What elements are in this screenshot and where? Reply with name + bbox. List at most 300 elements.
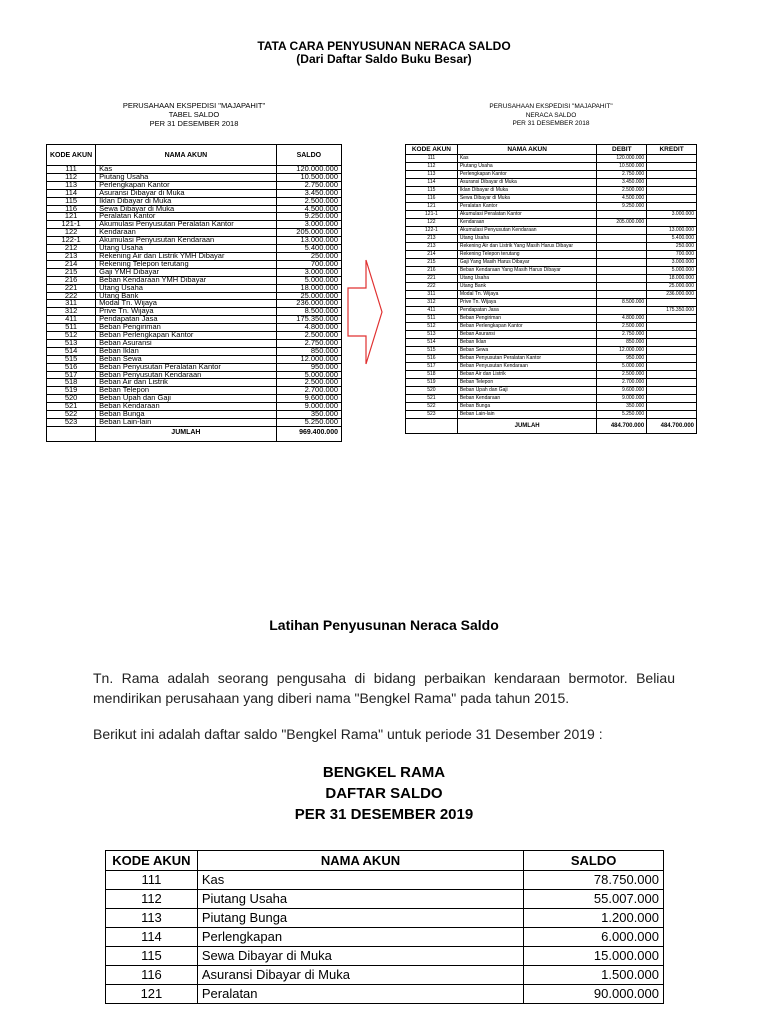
kode-akun-cell: 213: [406, 243, 458, 251]
right-table-head: [406, 145, 697, 155]
kredit-cell: [647, 315, 697, 323]
kode-akun-cell: 111: [47, 166, 96, 174]
saldo-cell: 90.000.000: [524, 985, 664, 1004]
saldo-cell: 5.000.000: [276, 371, 341, 379]
table-row: [406, 227, 697, 235]
left-table-body: [47, 166, 342, 427]
kode-akun-cell: 312: [406, 299, 458, 307]
right-total-row: [406, 419, 697, 434]
debit-cell: 950.000: [597, 355, 647, 363]
kode-akun-cell: 514: [47, 347, 96, 355]
table-row: [406, 307, 697, 315]
right-total-label: JUMLAH: [457, 419, 597, 434]
left-company: PERUSAHAAN EKSPEDISI "MAJAPAHIT": [122, 101, 266, 110]
kode-akun-cell: 115: [106, 947, 198, 966]
table-row: [406, 155, 697, 163]
bengkel-saldo-table: [105, 850, 664, 1004]
kode-akun-cell: 213: [406, 235, 458, 243]
kode-akun-cell: 519: [47, 387, 96, 395]
debit-cell: 120.000.000: [597, 155, 647, 163]
table-row: [406, 403, 697, 411]
saldo-cell: 350.000: [276, 411, 341, 419]
table-row: [47, 332, 342, 340]
left-saldo-table: [46, 144, 342, 442]
debit-cell: [597, 211, 647, 219]
saldo-cell: 700.000: [276, 260, 341, 268]
nama-akun-cell: Beban Bunga: [96, 411, 277, 419]
table-row: [47, 197, 342, 205]
kode-akun-cell: 212: [47, 245, 96, 253]
table-row: [47, 205, 342, 213]
table-row: [47, 316, 342, 324]
kredit-cell: [647, 355, 697, 363]
nama-akun-cell: Perlengkapan Kantor: [96, 181, 277, 189]
kredit-cell: [647, 219, 697, 227]
debit-cell: 5.000.000: [597, 363, 647, 371]
bengkel-period: PER 31 DESEMBER 2019: [294, 806, 474, 823]
table-row: [47, 276, 342, 284]
debit-cell: 9.600.000: [597, 387, 647, 395]
table-row: [47, 300, 342, 308]
kredit-cell: [647, 403, 697, 411]
kredit-cell: 13.000.000: [647, 227, 697, 235]
debit-cell: 2.700.000: [597, 379, 647, 387]
table-row: [406, 387, 697, 395]
nama-akun-cell: Rekening Telepon terutang: [96, 260, 277, 268]
kode-akun-cell: 312: [47, 308, 96, 316]
nama-akun-cell: Beban Sewa: [96, 355, 277, 363]
table-row: [106, 966, 664, 985]
table-row: [406, 363, 697, 371]
nama-akun-cell: Rekening Air dan Listrik YMH Dibayar: [96, 252, 277, 260]
kredit-cell: [647, 203, 697, 211]
nama-akun-cell: Pendapatan Jasa: [96, 316, 277, 324]
kredit-cell: [647, 371, 697, 379]
kode-akun-cell: 519: [406, 379, 458, 387]
kode-akun-cell: 121: [406, 203, 458, 211]
kode-akun-cell: 523: [47, 419, 96, 427]
latihan-paragraph-1: Tn. Rama adalah seorang pengusaha di bidang perbaikan kendaraan bermotor. Beliau mendirikan perusahaan yang diberi nama "Bengkel Rama" pada tahun 2015.: [93, 670, 675, 706]
kredit-cell: 25.000.000: [647, 283, 697, 291]
bengkel-table-head: [106, 851, 664, 871]
nama-akun-cell: Beban Telepon: [96, 387, 277, 395]
col-kode-akun: KODE AKUN: [106, 851, 198, 871]
nama-akun-cell: Piutang Bunga: [197, 909, 523, 928]
kredit-cell: [647, 339, 697, 347]
table-row: [406, 315, 697, 323]
table-row: [47, 237, 342, 245]
nama-akun-cell: Beban Penyusutan Peralatan Kantor: [457, 355, 597, 363]
kredit-cell: 18.000.000: [647, 275, 697, 283]
kode-akun-cell: 216: [47, 276, 96, 284]
main-subtitle: (Dari Daftar Saldo Buku Besar): [296, 52, 472, 66]
kredit-cell: 236.000.000: [647, 291, 697, 299]
kredit-cell: 5.400.000: [647, 235, 697, 243]
nama-akun-cell: Utang Bank: [96, 292, 277, 300]
kode-akun-cell: 122-1: [406, 227, 458, 235]
table-row: [47, 339, 342, 347]
debit-cell: [597, 283, 647, 291]
kredit-cell: 175.350.000: [647, 307, 697, 315]
table-row: [406, 355, 697, 363]
table-row: [106, 985, 664, 1004]
nama-akun-cell: Prive Tn. Wijaya: [96, 308, 277, 316]
bengkel-table-body: [106, 871, 664, 1004]
debit-cell: 12.000.000: [597, 347, 647, 355]
nama-akun-cell: Asuransi Dibayar di Muka: [457, 179, 597, 187]
nama-akun-cell: Piutang Usaha: [197, 890, 523, 909]
col-kredit: KREDIT: [647, 145, 697, 155]
left-total-row: [47, 426, 342, 441]
table-row: [47, 284, 342, 292]
table-row: [406, 379, 697, 387]
left-period: PER 31 DESEMBER 2018: [149, 119, 239, 128]
nama-akun-cell: Kas: [457, 155, 597, 163]
saldo-cell: 9.250.000: [276, 213, 341, 221]
kode-akun-cell: 516: [406, 355, 458, 363]
table-row: [47, 213, 342, 221]
kode-akun-cell: 116: [406, 195, 458, 203]
saldo-cell: 13.000.000: [276, 237, 341, 245]
kredit-cell: [647, 195, 697, 203]
col-saldo: SALDO: [524, 851, 664, 871]
nama-akun-cell: Rekening Telepon terutang: [457, 251, 597, 259]
nama-akun-cell: Beban Asuransi: [457, 331, 597, 339]
kode-akun-cell: 516: [47, 363, 96, 371]
table-row: [47, 355, 342, 363]
saldo-cell: 9.000.000: [276, 403, 341, 411]
right-table-header: [405, 103, 697, 129]
table-row: [47, 268, 342, 276]
table-row: [406, 211, 697, 219]
kredit-cell: [647, 299, 697, 307]
table-row: [47, 371, 342, 379]
latihan-title: Latihan Penyusunan Neraca Saldo: [269, 617, 499, 633]
saldo-cell: 236.000.000: [276, 300, 341, 308]
kredit-cell: [647, 163, 697, 171]
nama-akun-cell: Utang Bank: [457, 283, 597, 291]
nama-akun-cell: Beban Asuransi: [96, 339, 277, 347]
kode-akun-cell: 511: [47, 324, 96, 332]
nama-akun-cell: Kas: [96, 166, 277, 174]
nama-akun-cell: Piutang Usaha: [96, 173, 277, 181]
nama-akun-cell: Sewa Dibayar di Muka: [457, 195, 597, 203]
saldo-cell: 6.000.000: [524, 928, 664, 947]
debit-cell: 10.500.000: [597, 163, 647, 171]
nama-akun-cell: Beban Kendaraan Yang Masih Harus Dibayar: [457, 267, 597, 275]
nama-akun-cell: Prive Tn. Wijaya: [457, 299, 597, 307]
nama-akun-cell: Perlengkapan Kantor: [457, 171, 597, 179]
kode-akun-cell: 518: [406, 371, 458, 379]
nama-akun-cell: Perlengkapan: [197, 928, 523, 947]
saldo-cell: 3.450.000: [276, 189, 341, 197]
kode-akun-cell: 311: [47, 300, 96, 308]
nama-akun-cell: Peralatan Kantor: [457, 203, 597, 211]
table-row: [406, 275, 697, 283]
saldo-cell: 9.600.000: [276, 395, 341, 403]
saldo-cell: 12.000.000: [276, 355, 341, 363]
kode-akun-cell: 122: [406, 219, 458, 227]
kode-akun-cell: 112: [106, 890, 198, 909]
nama-akun-cell: Beban Sewa: [457, 347, 597, 355]
saldo-cell: 2.750.000: [276, 181, 341, 189]
kode-akun-cell: 515: [47, 355, 96, 363]
debit-cell: 9.250.000: [597, 203, 647, 211]
saldo-cell: 175.350.000: [276, 316, 341, 324]
kode-akun-cell: 221: [47, 284, 96, 292]
kode-akun-cell: 122: [47, 229, 96, 237]
kode-akun-cell: 114: [406, 179, 458, 187]
kredit-cell: 700.000: [647, 251, 697, 259]
bengkel-header: [0, 762, 768, 825]
kode-akun-cell: 522: [47, 411, 96, 419]
table-row: [47, 252, 342, 260]
table-row: [106, 928, 664, 947]
table-row: [47, 395, 342, 403]
kode-akun-cell: 113: [47, 181, 96, 189]
saldo-cell: 120.000.000: [276, 166, 341, 174]
debit-cell: [597, 267, 647, 275]
nama-akun-cell: Beban Air dan Listrik: [96, 379, 277, 387]
saldo-cell: 2.500.000: [276, 379, 341, 387]
debit-cell: 2.500.000: [597, 187, 647, 195]
nama-akun-cell: Sewa Dibayar di Muka: [96, 205, 277, 213]
latihan-paragraph-2: Berikut ini adalah daftar saldo "Bengkel Rama" untuk periode 31 Desember 2019 :: [93, 726, 603, 742]
left-table-head: [47, 145, 342, 166]
kode-akun-cell: 121: [47, 213, 96, 221]
kode-akun-cell: 122-1: [47, 237, 96, 245]
table-row: [47, 173, 342, 181]
kode-akun-cell: 121: [106, 985, 198, 1004]
debit-cell: [597, 275, 647, 283]
table-row: [47, 245, 342, 253]
kode-akun-cell: 215: [406, 259, 458, 267]
table-row: [406, 195, 697, 203]
kode-akun-cell: 112: [47, 173, 96, 181]
debit-cell: 2.750.000: [597, 331, 647, 339]
bengkel-doc-name: DAFTAR SALDO: [325, 785, 443, 802]
saldo-cell: 4.800.000: [276, 324, 341, 332]
table-row: [47, 411, 342, 419]
kode-akun-cell: 213: [47, 252, 96, 260]
kredit-cell: 5.000.000: [647, 267, 697, 275]
saldo-cell: 850.000: [276, 347, 341, 355]
nama-akun-cell: Gaji YMH Dibayar: [96, 268, 277, 276]
kredit-cell: [647, 347, 697, 355]
debit-cell: [597, 259, 647, 267]
nama-akun-cell: Beban Lain-lain: [457, 411, 597, 419]
debit-cell: 2.500.000: [597, 371, 647, 379]
kode-akun-cell: 114: [47, 189, 96, 197]
debit-cell: [597, 307, 647, 315]
nama-akun-cell: Pendapatan Jasa: [457, 307, 597, 315]
debit-cell: 2.750.000: [597, 171, 647, 179]
kredit-cell: 3.000.000: [647, 211, 697, 219]
kredit-cell: 3.000.000: [647, 259, 697, 267]
nama-akun-cell: Peralatan Kantor: [96, 213, 277, 221]
kode-akun-cell: 411: [47, 316, 96, 324]
table-row: [47, 221, 342, 229]
nama-akun-cell: Utang Usaha: [96, 284, 277, 292]
nama-akun-cell: Beban Iklan: [96, 347, 277, 355]
kode-akun-cell: 521: [406, 395, 458, 403]
kode-akun-cell: 113: [106, 909, 198, 928]
saldo-cell: 8.500.000: [276, 308, 341, 316]
col-debit: DEBIT: [597, 145, 647, 155]
table-row: [47, 189, 342, 197]
kode-akun-cell: 520: [47, 395, 96, 403]
table-row: [406, 187, 697, 195]
col-nama-akun: NAMA AKUN: [96, 145, 277, 166]
saldo-cell: 15.000.000: [524, 947, 664, 966]
nama-akun-cell: Beban Iklan: [457, 339, 597, 347]
table-row: [106, 890, 664, 909]
nama-akun-cell: Beban Penyusutan Peralatan Kantor: [96, 363, 277, 371]
right-company: PERUSAHAAN EKSPEDISI "MAJAPAHIT": [489, 103, 613, 110]
kode-akun-cell: 116: [106, 966, 198, 985]
kode-akun-cell: 512: [47, 332, 96, 340]
kredit-cell: [647, 187, 697, 195]
nama-akun-cell: Beban Kendaraan: [96, 403, 277, 411]
table-row: [47, 419, 342, 427]
col-kode-akun: KODE AKUN: [47, 145, 96, 166]
table-row: [406, 219, 697, 227]
document-title: [0, 40, 768, 66]
kode-akun-cell: 214: [406, 251, 458, 259]
kode-akun-cell: 121-1: [406, 211, 458, 219]
saldo-cell: 5.400.000: [276, 245, 341, 253]
kode-akun-cell: 121-1: [47, 221, 96, 229]
right-period: PER 31 DESEMBER 2018: [512, 120, 590, 127]
col-saldo: SALDO: [276, 145, 341, 166]
kode-akun-cell: 522: [406, 403, 458, 411]
kredit-cell: [647, 171, 697, 179]
table-row: [47, 324, 342, 332]
kode-akun-cell: 520: [406, 387, 458, 395]
right-total-debit: 484.700.000: [597, 419, 647, 434]
nama-akun-cell: Beban Bunga: [457, 403, 597, 411]
table-row: [406, 339, 697, 347]
kode-akun-cell: 115: [47, 197, 96, 205]
left-total-value: 969.400.000: [276, 426, 341, 441]
kode-akun-cell: 513: [406, 331, 458, 339]
debit-cell: [597, 251, 647, 259]
kode-akun-cell: 517: [406, 363, 458, 371]
right-total-kredit: 484.700.000: [647, 419, 697, 434]
col-nama-akun: NAMA AKUN: [457, 145, 597, 155]
debit-cell: 4.500.000: [597, 195, 647, 203]
table-row: [106, 947, 664, 966]
kode-akun-cell: 311: [406, 291, 458, 299]
kode-akun-cell: 114: [106, 928, 198, 947]
saldo-cell: 4.500.000: [276, 205, 341, 213]
table-row: [47, 347, 342, 355]
kode-akun-cell: 112: [406, 163, 458, 171]
nama-akun-cell: Beban Air dan Listrik: [457, 371, 597, 379]
table-row: [106, 909, 664, 928]
nama-akun-cell: Sewa Dibayar di Muka: [197, 947, 523, 966]
kode-akun-cell: 521: [47, 403, 96, 411]
nama-akun-cell: Utang Usaha: [96, 245, 277, 253]
table-row: [47, 363, 342, 371]
table-row: [406, 267, 697, 275]
kode-akun-cell: 523: [406, 411, 458, 419]
kode-akun-cell: 113: [406, 171, 458, 179]
debit-cell: 850.000: [597, 339, 647, 347]
nama-akun-cell: Beban Perlengkapan Kantor: [96, 332, 277, 340]
debit-cell: [597, 227, 647, 235]
right-neraca-table: [405, 144, 697, 434]
kredit-cell: [647, 363, 697, 371]
nama-akun-cell: Gaji Yang Masih Harus Dibayar: [457, 259, 597, 267]
kredit-cell: [647, 331, 697, 339]
nama-akun-cell: Kendaraan: [96, 229, 277, 237]
table-row: [406, 251, 697, 259]
bengkel-company: BENGKEL RAMA: [322, 764, 446, 781]
debit-cell: 3.450.000: [597, 179, 647, 187]
kode-akun-cell: 216: [406, 267, 458, 275]
right-table-body: [406, 155, 697, 419]
table-row: [406, 323, 697, 331]
table-row: [47, 403, 342, 411]
table-row: [406, 163, 697, 171]
saldo-cell: 2.700.000: [276, 387, 341, 395]
saldo-cell: 18.000.000: [276, 284, 341, 292]
saldo-cell: 1.500.000: [524, 966, 664, 985]
kredit-cell: [647, 155, 697, 163]
left-total-label: JUMLAH: [96, 426, 277, 441]
saldo-cell: 2.500.000: [276, 332, 341, 340]
kredit-cell: [647, 179, 697, 187]
debit-cell: 4.800.000: [597, 315, 647, 323]
kode-akun-cell: 512: [406, 323, 458, 331]
saldo-cell: 2.750.000: [276, 339, 341, 347]
nama-akun-cell: Asuransi Dibayar di Muka: [96, 189, 277, 197]
nama-akun-cell: Beban Kendaraan YMH Dibayar: [96, 276, 277, 284]
table-row: [47, 181, 342, 189]
debit-cell: 350.000: [597, 403, 647, 411]
nama-akun-cell: Akumulasi Peralatan Kantor: [457, 211, 597, 219]
table-row: [406, 179, 697, 187]
nama-akun-cell: Piutang Usaha: [457, 163, 597, 171]
kode-akun-cell: 215: [47, 268, 96, 276]
kode-akun-cell: 515: [406, 347, 458, 355]
saldo-cell: 2.500.000: [276, 197, 341, 205]
nama-akun-cell: Modal Tn. Wijaya: [96, 300, 277, 308]
kredit-cell: [647, 379, 697, 387]
nama-akun-cell: Utang Usaha: [457, 275, 597, 283]
saldo-cell: 78.750.000: [524, 871, 664, 890]
saldo-cell: 250.000: [276, 252, 341, 260]
nama-akun-cell: Iklan Dibayar di Muka: [457, 187, 597, 195]
table-row: [406, 347, 697, 355]
table-row: [406, 283, 697, 291]
main-title: TATA CARA PENYUSUNAN NERACA SALDO: [257, 39, 511, 53]
nama-akun-cell: Akumulasi Penyusutan Kendaraan: [457, 227, 597, 235]
nama-akun-cell: Peralatan: [197, 985, 523, 1004]
saldo-cell: 1.200.000: [524, 909, 664, 928]
nama-akun-cell: Beban Kendaraan: [457, 395, 597, 403]
nama-akun-cell: Iklan Dibayar di Muka: [96, 197, 277, 205]
table-row: [406, 411, 697, 419]
table-row: [406, 299, 697, 307]
nama-akun-cell: Beban Upah dan Gaji: [96, 395, 277, 403]
table-row: [47, 387, 342, 395]
saldo-cell: 3.000.000: [276, 268, 341, 276]
table-row: [406, 291, 697, 299]
kredit-cell: [647, 387, 697, 395]
debit-cell: [597, 235, 647, 243]
